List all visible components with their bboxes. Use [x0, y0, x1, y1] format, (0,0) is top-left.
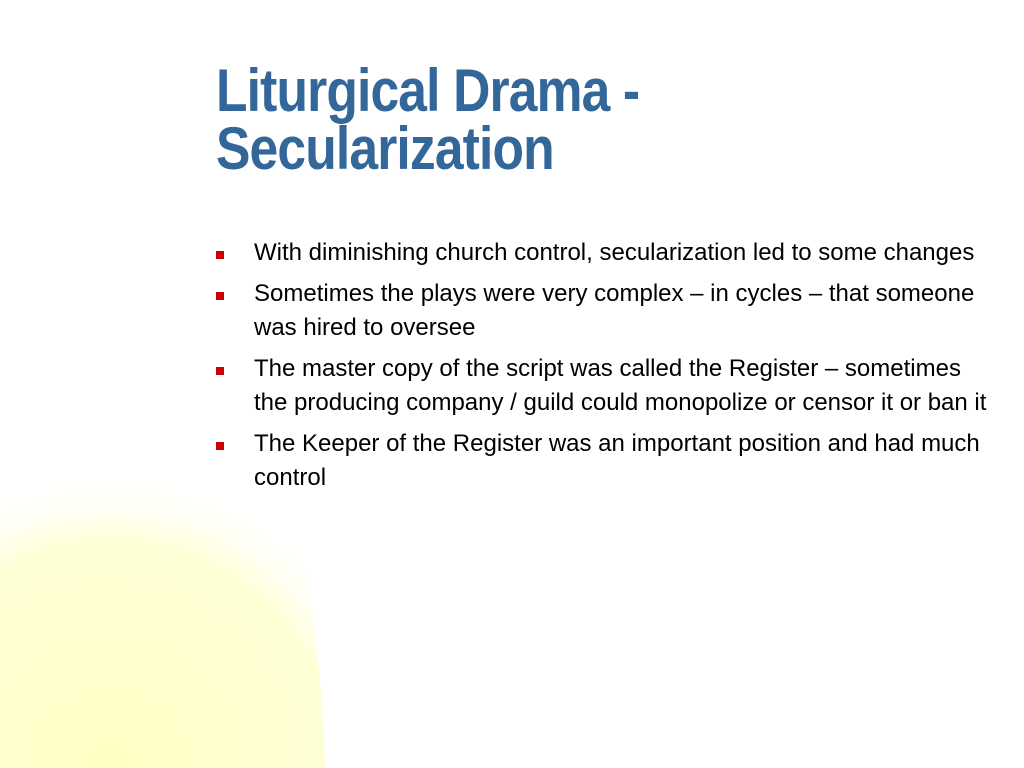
square-bullet-icon	[216, 442, 224, 450]
bullet-item	[216, 236, 996, 270]
slide-title-line-2: Secularization	[216, 115, 554, 182]
bullet-text: With diminishing church control, secularization led to some changes	[254, 239, 975, 266]
bullet-text: The Keeper of the Register was an important position and had much control	[254, 430, 980, 491]
bullet-item	[216, 352, 996, 420]
slide-title-line-1: Liturgical Drama -	[216, 57, 640, 124]
square-bullet-icon	[216, 292, 224, 300]
square-bullet-icon	[216, 367, 224, 375]
slide-title	[216, 57, 887, 182]
bullet-text: The master copy of the script was called the Register – sometimes the producing company / guild could monopolize or censor it or ban it	[254, 355, 987, 416]
bullet-item	[216, 277, 996, 345]
square-bullet-icon	[216, 251, 224, 259]
bullet-text: Sometimes the plays were very complex – in cycles – that someone was hired to oversee	[254, 280, 975, 341]
bullet-item	[216, 427, 996, 495]
bullet-list	[216, 236, 996, 502]
